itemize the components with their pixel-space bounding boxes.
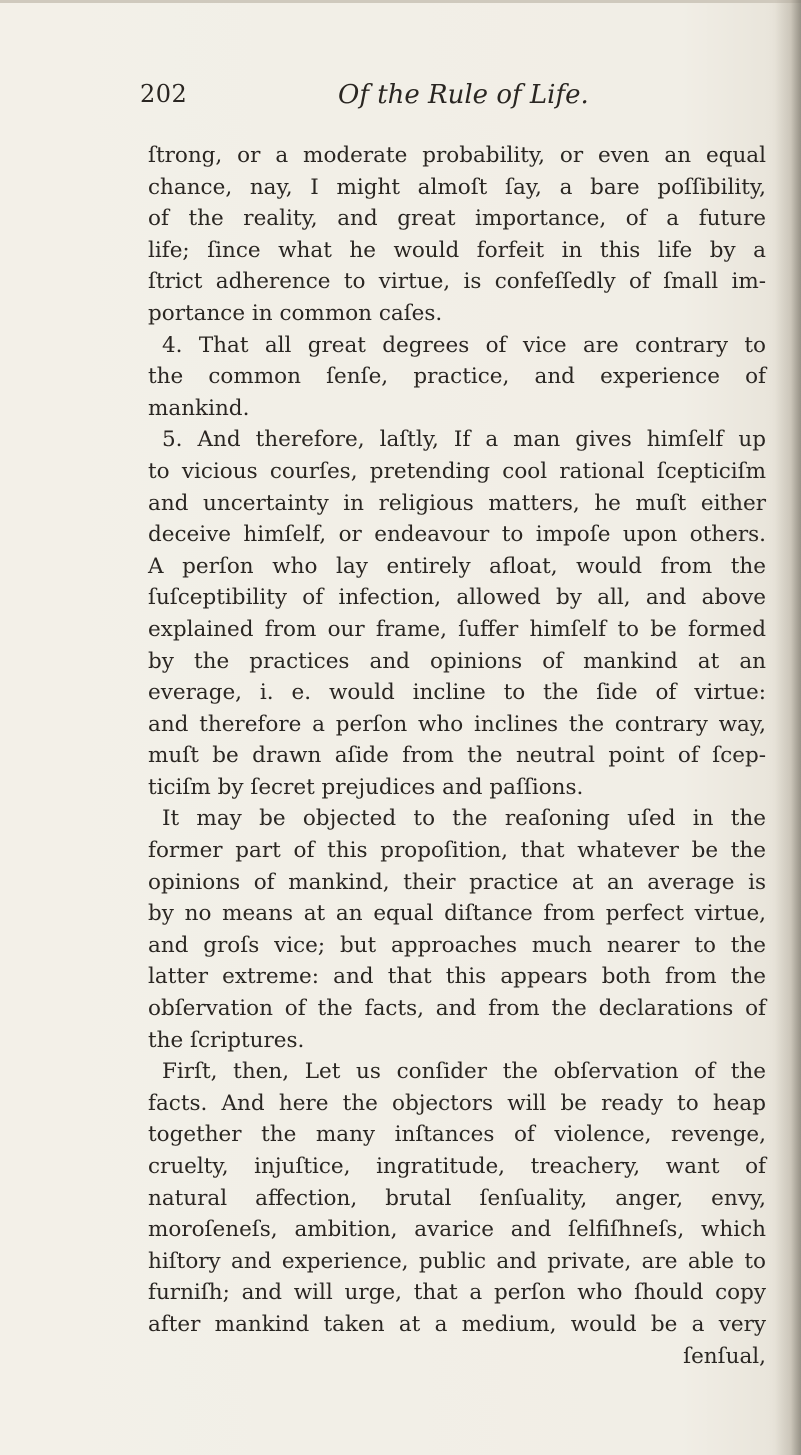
text-line: the common ſenſe, practice, and experience of [148, 364, 766, 390]
page-top-edge [0, 0, 801, 3]
text-line: and groſs vice; but approaches much nearer to the [148, 932, 766, 958]
text-line: muſt be drawn aſide from the neutral point of ſcep- [148, 743, 766, 769]
body-text [148, 140, 766, 1372]
running-title: Of the Rule of Life. [338, 80, 589, 110]
text-line: and therefore a perſon who inclines the contrary way, [148, 711, 766, 737]
text-line: of the reality, and great importance, of a future [148, 206, 766, 232]
page-header [140, 80, 760, 120]
text-line: facts. And here the objectors will be ready to heap [148, 1090, 766, 1116]
text-line: deceive himſelf, or endeavour to impoſe upon others. [148, 522, 766, 548]
text-line: moroſeneſs, ambition, avarice and ſelfiſhneſs, which [148, 1217, 766, 1243]
text-line: life; ſince what he would forfeit in this life by a [148, 237, 766, 263]
page-gutter-shadow [775, 0, 801, 1455]
text-line: 4. That all great degrees of vice are contrary to [162, 332, 766, 358]
text-line: former part of this propoſition, that whatever be the [148, 838, 766, 864]
text-line: 5. And therefore, laſtly, If a man gives himſelf up [162, 427, 766, 453]
text-line: explained from our frame, ſuffer himſelf to be formed [148, 616, 766, 642]
text-line: the ſcriptures. [148, 1027, 305, 1053]
text-line: ſuſceptibility of infection, allowed by all, and above [148, 585, 766, 611]
text-line: natural affection, brutal ſenſuality, anger, envy, [148, 1185, 766, 1211]
text-line: ſtrong, or a moderate probability, or even an equal [148, 143, 766, 168]
text-line: Firſt, then, Let us conſider the obſervation of the [162, 1059, 766, 1085]
text-line: after mankind taken at a medium, would be a very [148, 1311, 766, 1337]
text-line: chance, nay, I might almoſt ſay, a bare poſſibility, [148, 174, 766, 200]
text-line: cruelty, injuſtice, ingratitude, treachery, want of [148, 1154, 766, 1179]
text-line: ſtrict adherence to virtue, is confeſſedly of ſmall im- [148, 269, 766, 295]
text-line: to vicious courſes, pretending cool rational ſcepticiſm [148, 458, 766, 484]
text-line: It may be objected to the reaſoning uſed in the [162, 806, 766, 832]
text-line: hiſtory and experience, public and private, are able to [148, 1248, 766, 1274]
text-line: together the many inſtances of violence, revenge, [148, 1122, 766, 1148]
catchword: ſenſual, [683, 1343, 766, 1369]
text-line: A perſon who lay entirely afloat, would from the [148, 553, 766, 579]
text-line: furniſh; and will urge, that a perſon who ſhould copy [148, 1280, 766, 1306]
text-line: by the practices and opinions of mankind at an [148, 648, 766, 674]
text-line: latter extreme: and that this appears both from the [148, 964, 766, 990]
text-line: opinions of mankind, their practice at an average is [148, 869, 766, 895]
page-number: 202 [140, 80, 188, 108]
text-line: by no means at an equal diſtance from perfect virtue, [148, 901, 766, 927]
text-line: everage, i. e. would incline to the ſide of virtue: [148, 680, 766, 706]
text-line: mankind. [148, 395, 250, 421]
text-line: portance in common caſes. [148, 300, 443, 326]
text-line: and uncertainty in religious matters, he muſt either [148, 490, 766, 516]
text-line: ticiſm by ſecret prejudices and paſſions. [148, 774, 584, 800]
text-line: obſervation of the facts, and from the declarations of [148, 996, 766, 1022]
